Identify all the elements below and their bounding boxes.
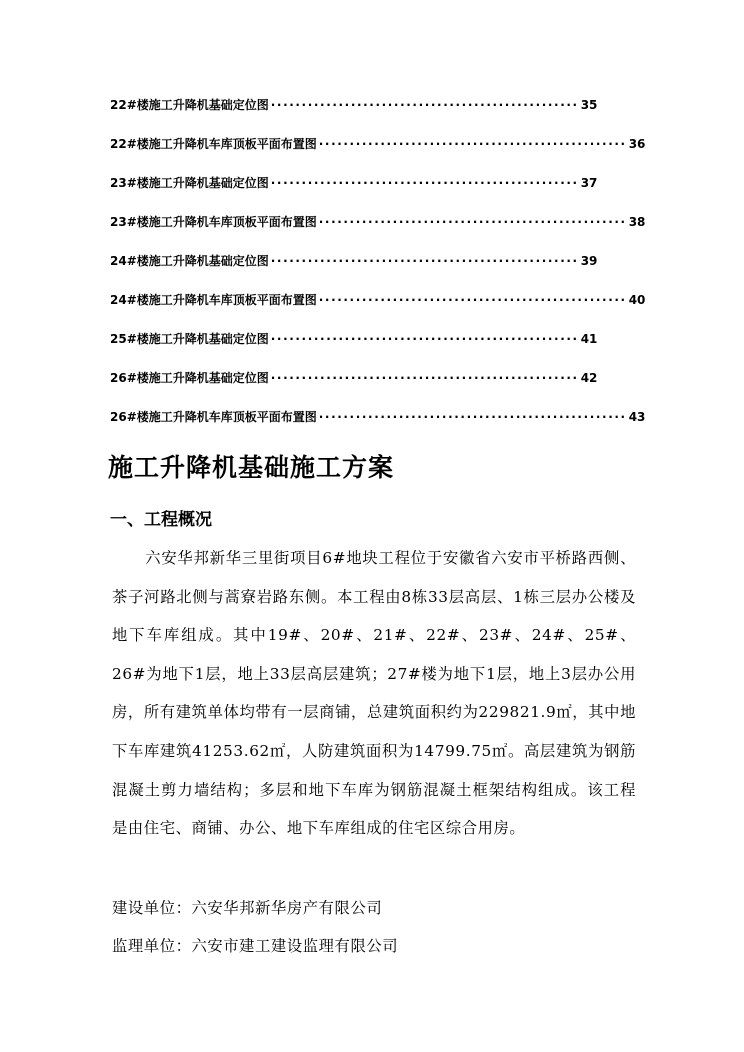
toc-entry-title: 25#楼施工升降机基础定位图 — [110, 332, 269, 346]
toc-entry-title: 22#楼施工升降机车库顶板平面布置图 — [110, 137, 317, 151]
toc-entry[interactable] — [110, 96, 598, 135]
toc-entry[interactable] — [110, 174, 598, 213]
toc-entry-title: 26#楼施工升降机基础定位图 — [110, 371, 269, 385]
toc-entry-title: 23#楼施工升降机车库顶板平面布置图 — [110, 215, 317, 229]
toc-dot-leader: ·················································· — [270, 254, 579, 268]
toc-entry-title: 23#楼施工升降机基础定位图 — [110, 176, 269, 190]
toc-entry-title: 24#楼施工升降机车库顶板平面布置图 — [110, 293, 317, 307]
table-of-contents — [110, 96, 646, 447]
toc-entry-page: 42 — [580, 371, 598, 385]
toc-entry-page: 43 — [628, 410, 646, 424]
toc-entry-page: 41 — [580, 332, 598, 346]
toc-dot-leader: ·················································· — [270, 98, 579, 112]
toc-entry[interactable] — [110, 252, 598, 291]
toc-entry[interactable] — [110, 408, 646, 447]
toc-entry-title: 26#楼施工升降机车库顶板平面布置图 — [110, 410, 317, 424]
toc-dot-leader: ·················································· — [318, 215, 627, 229]
section-heading: 一、工程概况 — [110, 510, 212, 530]
toc-entry-title: 22#楼施工升降机基础定位图 — [110, 98, 269, 112]
toc-entry[interactable] — [110, 291, 646, 330]
overview-paragraph — [112, 539, 636, 848]
toc-entry-page: 36 — [628, 137, 646, 151]
toc-dot-leader: ·················································· — [318, 137, 627, 151]
toc-entry[interactable] — [110, 330, 598, 369]
toc-entry-page: 37 — [580, 176, 598, 190]
toc-entry-page: 40 — [628, 293, 646, 307]
toc-entry[interactable] — [110, 213, 646, 252]
toc-entry[interactable] — [110, 135, 646, 174]
toc-entry-page: 38 — [628, 215, 646, 229]
toc-entry-page: 39 — [580, 254, 598, 268]
document-title: 施工升降机基础施工方案 — [108, 453, 395, 482]
overview-text: 六安华邦新华三里街项目6#地块工程位于安徽省六安市平桥路西侧、茶子河路北侧与蒿寮岩路东侧。本工程由8栋33层高层、1栋三层办公楼及地下车库组成。其中19#、20#、21#、22#、23#、24#、25#、26#为地下1层，地上33层高层建筑；27#楼为地下1层，地上3层办公用房，所有建筑单体均带有一层商铺，总建筑面积约为229821.9㎡，其中地下车库建筑41253.62㎡，人防建筑面积为14799.75㎡。高层建筑为钢筋混凝土剪力墙结构；多层和地下车库为钢筋混凝土框架结构组成。该工程是由住宅、商铺、办公、地下车库组成的住宅区综合用房。 — [112, 549, 636, 838]
toc-entry-page: 35 — [580, 98, 598, 112]
supervisor-line: 监理单位：六安市建工建设监理有限公司 — [112, 937, 399, 955]
toc-dot-leader: ·················································· — [318, 410, 627, 424]
toc-dot-leader: ·················································· — [318, 293, 627, 307]
toc-dot-leader: ·················································· — [270, 176, 579, 190]
toc-dot-leader: ·················································· — [270, 371, 579, 385]
toc-dot-leader: ·················································· — [270, 332, 579, 346]
toc-entry[interactable] — [110, 369, 598, 408]
builder-line: 建设单位：六安华邦新华房产有限公司 — [112, 899, 383, 917]
toc-entry-title: 24#楼施工升降机基础定位图 — [110, 254, 269, 268]
